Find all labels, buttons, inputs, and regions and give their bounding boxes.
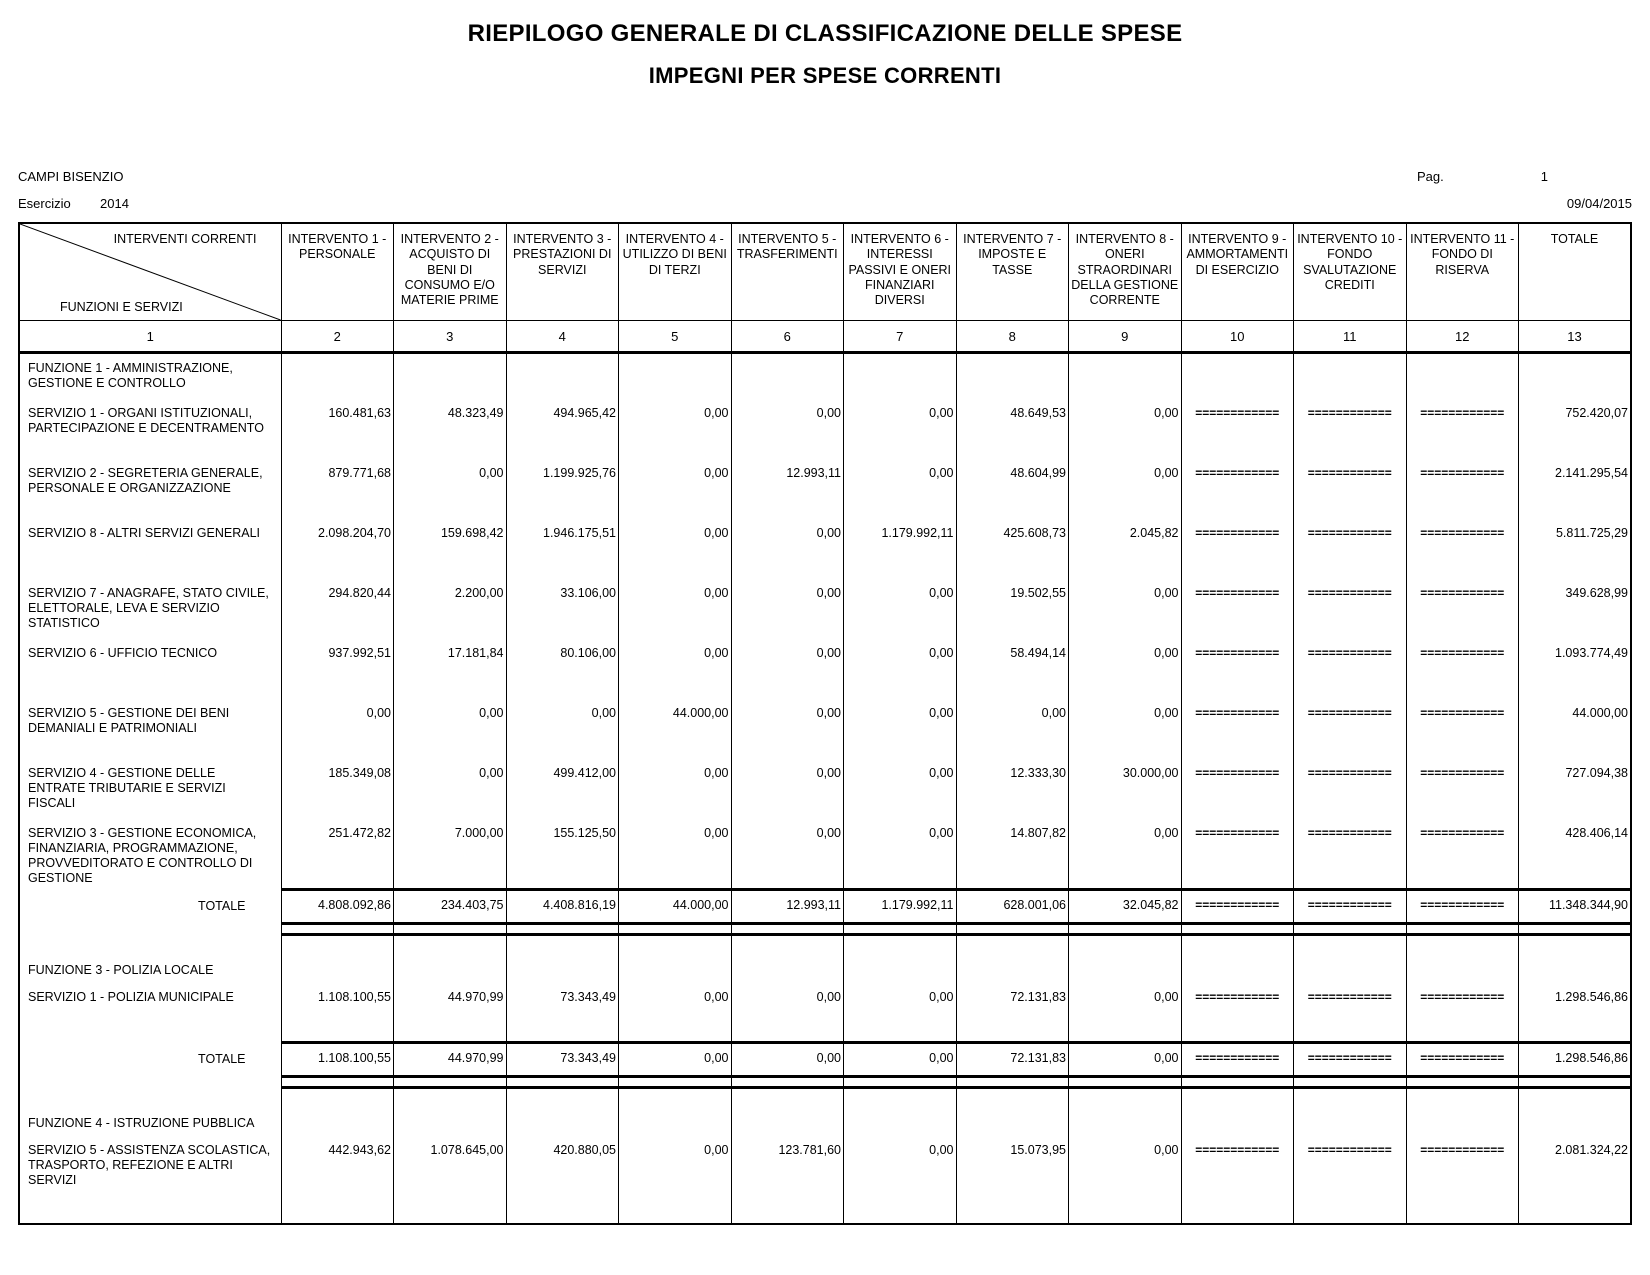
value-cell: 58.494,14	[956, 639, 1069, 699]
value-cell: 0,00	[731, 983, 844, 1043]
table-row-gap	[19, 924, 1631, 935]
column-number-7: 7	[844, 321, 957, 353]
spacer-cell	[1294, 924, 1407, 935]
value-cell: 0,00	[619, 519, 732, 579]
value-cell: 44.970,99	[394, 983, 507, 1043]
value-cell	[1406, 1088, 1519, 1136]
value-cell: 879.771,68	[281, 459, 394, 519]
column-number-2: 2	[281, 321, 394, 353]
value-cell	[281, 935, 394, 983]
value-cell	[1294, 1088, 1407, 1136]
row-total-cell: 428.406,14	[1519, 819, 1632, 890]
equals-cell: ============	[1294, 699, 1407, 759]
value-cell: 0,00	[619, 819, 732, 890]
municipality-name: CAMPI BISENZIO	[18, 169, 124, 184]
column-number-1: 1	[19, 321, 281, 353]
value-cell: 1.946.175,51	[506, 519, 619, 579]
value-cell: 14.807,82	[956, 819, 1069, 890]
table-row-totale	[19, 1043, 1631, 1077]
equals-cell: ============	[1294, 759, 1407, 819]
spese-correnti-table	[18, 222, 1632, 1225]
column-number-13: 13	[1519, 321, 1632, 353]
equals-cell: ============	[1181, 890, 1294, 924]
column-number-12: 12	[1406, 321, 1519, 353]
value-cell: 1.179.992,11	[844, 519, 957, 579]
value-cell: 30.000,00	[1069, 759, 1182, 819]
table-row-funzione	[19, 1088, 1631, 1136]
equals-cell: ============	[1406, 579, 1519, 639]
equals-cell: ============	[1181, 1136, 1294, 1224]
value-cell: 0,00	[1069, 459, 1182, 519]
value-cell: 44.970,99	[394, 1043, 507, 1077]
corner-label-funzioni: FUNZIONI E SERVIZI	[60, 300, 183, 314]
row-total-cell	[1519, 353, 1632, 399]
row-label: FUNZIONE 1 - AMMINISTRAZIONE, GESTIONE E CONTROLLO	[19, 353, 281, 399]
value-cell: 7.000,00	[394, 819, 507, 890]
value-cell: 17.181,84	[394, 639, 507, 699]
value-cell	[956, 1088, 1069, 1136]
table-row-servizio	[19, 399, 1631, 459]
value-cell: 0,00	[1069, 819, 1182, 890]
column-header-intervento-9: INTERVENTO 9 - AMMORTAMENTI DI ESERCIZIO	[1181, 223, 1294, 321]
print-date: 09/04/2015	[1566, 196, 1632, 211]
corner-header-cell	[19, 223, 281, 321]
value-cell: 2.045,82	[1069, 519, 1182, 579]
equals-cell: ============	[1294, 639, 1407, 699]
value-cell	[1181, 935, 1294, 983]
value-cell: 0,00	[1069, 699, 1182, 759]
table-row-gap	[19, 1077, 1631, 1088]
value-cell	[844, 935, 957, 983]
value-cell: 44.000,00	[619, 699, 732, 759]
table-row-servizio	[19, 819, 1631, 890]
equals-cell: ============	[1181, 699, 1294, 759]
spacer-cell	[1406, 924, 1519, 935]
row-label: SERVIZIO 2 - SEGRETERIA GENERALE, PERSONALE E ORGANIZZAZIONE	[19, 459, 281, 519]
value-cell	[394, 935, 507, 983]
value-cell: 0,00	[731, 639, 844, 699]
column-header-intervento-4: INTERVENTO 4 - UTILIZZO DI BENI DI TERZI	[619, 223, 732, 321]
table-row-servizio	[19, 759, 1631, 819]
value-cell: 4.408.816,19	[506, 890, 619, 924]
spacer-cell	[1519, 1077, 1632, 1088]
spacer-cell	[1519, 924, 1632, 935]
equals-cell: ============	[1181, 983, 1294, 1043]
value-cell: 0,00	[731, 399, 844, 459]
value-cell: 937.992,51	[281, 639, 394, 699]
row-total-cell: 2.081.324,22	[1519, 1136, 1632, 1224]
value-cell: 0,00	[731, 819, 844, 890]
value-cell	[731, 353, 844, 399]
value-cell: 0,00	[844, 699, 957, 759]
table-row-servizio	[19, 699, 1631, 759]
spacer-cell	[956, 1077, 1069, 1088]
equals-cell: ============	[1181, 819, 1294, 890]
spacer-cell	[1294, 1077, 1407, 1088]
row-total-cell: 349.628,99	[1519, 579, 1632, 639]
value-cell	[956, 935, 1069, 983]
value-cell	[1181, 353, 1294, 399]
equals-cell: ============	[1294, 459, 1407, 519]
value-cell: 0,00	[394, 699, 507, 759]
row-label: FUNZIONE 3 - POLIZIA LOCALE	[19, 935, 281, 983]
equals-cell: ============	[1406, 759, 1519, 819]
value-cell	[394, 353, 507, 399]
value-cell: 48.604,99	[956, 459, 1069, 519]
spacer-cell	[394, 924, 507, 935]
column-header-intervento-6: INTERVENTO 6 - INTERESSI PASSIVI E ONERI FINANZIARI DIVERSI	[844, 223, 957, 321]
row-label: SERVIZIO 3 - GESTIONE ECONOMICA, FINANZIARIA, PROGRAMMAZIONE, PROVVEDITORATO E CONTROLLO DI GESTIONE	[19, 819, 281, 890]
equals-cell: ============	[1181, 459, 1294, 519]
spacer-cell	[1069, 924, 1182, 935]
value-cell	[1294, 935, 1407, 983]
value-cell	[506, 1088, 619, 1136]
equals-cell: ============	[1406, 519, 1519, 579]
value-cell: 494.965,42	[506, 399, 619, 459]
value-cell: 0,00	[394, 759, 507, 819]
column-header-intervento-3: INTERVENTO 3 - PRESTAZIONI DI SERVIZI	[506, 223, 619, 321]
value-cell: 0,00	[844, 639, 957, 699]
row-total-cell: 44.000,00	[1519, 699, 1632, 759]
totale-label: TOTALE	[19, 1043, 281, 1077]
equals-cell: ============	[1181, 1043, 1294, 1077]
value-cell: 234.403,75	[394, 890, 507, 924]
value-cell: 628.001,06	[956, 890, 1069, 924]
spacer-cell	[281, 924, 394, 935]
value-cell: 185.349,08	[281, 759, 394, 819]
equals-cell: ============	[1181, 639, 1294, 699]
value-cell: 159.698,42	[394, 519, 507, 579]
equals-cell: ============	[1294, 1043, 1407, 1077]
value-cell	[731, 1088, 844, 1136]
row-label: SERVIZIO 1 - POLIZIA MUNICIPALE	[19, 983, 281, 1043]
spacer-cell	[506, 924, 619, 935]
row-label: SERVIZIO 1 - ORGANI ISTITUZIONALI, PARTECIPAZIONE E DECENTRAMENTO	[19, 399, 281, 459]
value-cell: 0,00	[1069, 579, 1182, 639]
value-cell: 0,00	[844, 983, 957, 1043]
row-label: SERVIZIO 5 - ASSISTENZA SCOLASTICA, TRASPORTO, REFEZIONE E ALTRI SERVIZI	[19, 1136, 281, 1224]
value-cell: 73.343,49	[506, 983, 619, 1043]
value-cell	[506, 935, 619, 983]
value-cell: 0,00	[1069, 1043, 1182, 1077]
value-cell: 420.880,05	[506, 1136, 619, 1224]
value-cell	[619, 935, 732, 983]
value-cell: 442.943,62	[281, 1136, 394, 1224]
row-label: SERVIZIO 8 - ALTRI SERVIZI GENERALI	[19, 519, 281, 579]
value-cell	[844, 353, 957, 399]
column-header-intervento-7: INTERVENTO 7 - IMPOSTE E TASSE	[956, 223, 1069, 321]
value-cell	[1181, 1088, 1294, 1136]
value-cell: 2.098.204,70	[281, 519, 394, 579]
table-header-row	[19, 223, 1631, 321]
spacer-cell	[1181, 1077, 1294, 1088]
value-cell: 499.412,00	[506, 759, 619, 819]
spacer-cell	[19, 924, 281, 935]
value-cell: 15.073,95	[956, 1136, 1069, 1224]
value-cell: 0,00	[619, 759, 732, 819]
table-row-servizio	[19, 519, 1631, 579]
equals-cell: ============	[1406, 459, 1519, 519]
value-cell: 1.199.925,76	[506, 459, 619, 519]
value-cell: 12.333,30	[956, 759, 1069, 819]
table-row-servizio	[19, 459, 1631, 519]
equals-cell: ============	[1181, 399, 1294, 459]
value-cell: 2.200,00	[394, 579, 507, 639]
column-number-3: 3	[394, 321, 507, 353]
spacer-cell	[731, 924, 844, 935]
value-cell	[1069, 353, 1182, 399]
table-row-funzione	[19, 353, 1631, 399]
value-cell: 294.820,44	[281, 579, 394, 639]
value-cell: 0,00	[619, 1136, 732, 1224]
table-row-servizio	[19, 579, 1631, 639]
value-cell: 72.131,83	[956, 1043, 1069, 1077]
column-number-6: 6	[731, 321, 844, 353]
equals-cell: ============	[1406, 819, 1519, 890]
row-total-cell	[1519, 935, 1632, 983]
value-cell	[1406, 935, 1519, 983]
value-cell: 0,00	[619, 639, 732, 699]
value-cell: 0,00	[619, 399, 732, 459]
value-cell: 12.993,11	[731, 459, 844, 519]
equals-cell: ============	[1181, 759, 1294, 819]
value-cell: 48.323,49	[394, 399, 507, 459]
value-cell: 0,00	[1069, 399, 1182, 459]
value-cell: 0,00	[506, 699, 619, 759]
row-total-cell: 11.348.344,90	[1519, 890, 1632, 924]
spacer-cell	[844, 924, 957, 935]
equals-cell: ============	[1406, 890, 1519, 924]
value-cell	[844, 1088, 957, 1136]
spacer-cell	[281, 1077, 394, 1088]
row-label: SERVIZIO 4 - GESTIONE DELLE ENTRATE TRIBUTARIE E SERVIZI FISCALI	[19, 759, 281, 819]
equals-cell: ============	[1406, 983, 1519, 1043]
equals-cell: ============	[1406, 639, 1519, 699]
value-cell	[731, 935, 844, 983]
spacer-cell	[1181, 924, 1294, 935]
column-header-intervento-10: INTERVENTO 10 - FONDO SVALUTAZIONE CREDITI	[1294, 223, 1407, 321]
value-cell: 0,00	[731, 1043, 844, 1077]
spacer-cell	[844, 1077, 957, 1088]
row-label: SERVIZIO 7 - ANAGRAFE, STATO CIVILE, ELETTORALE, LEVA E SERVIZIO STATISTICO	[19, 579, 281, 639]
value-cell: 0,00	[394, 459, 507, 519]
value-cell: 48.649,53	[956, 399, 1069, 459]
value-cell: 0,00	[844, 819, 957, 890]
totale-label: TOTALE	[19, 890, 281, 924]
value-cell	[956, 353, 1069, 399]
spacer-cell	[506, 1077, 619, 1088]
column-number-11: 11	[1294, 321, 1407, 353]
value-cell: 0,00	[1069, 983, 1182, 1043]
column-header-intervento-2: INTERVENTO 2 - ACQUISTO DI BENI DI CONSUMO E/O MATERIE PRIME	[394, 223, 507, 321]
value-cell: 251.472,82	[281, 819, 394, 890]
column-number-10: 10	[1181, 321, 1294, 353]
value-cell: 0,00	[281, 699, 394, 759]
page-subtitle: IMPEGNI PER SPESE CORRENTI	[648, 63, 1002, 88]
equals-cell: ============	[1181, 519, 1294, 579]
value-cell: 33.106,00	[506, 579, 619, 639]
value-cell: 0,00	[844, 1043, 957, 1077]
equals-cell: ============	[1406, 699, 1519, 759]
spacer-cell	[956, 924, 1069, 935]
value-cell: 0,00	[619, 983, 732, 1043]
column-header-intervento-1: INTERVENTO 1 - PERSONALE	[281, 223, 394, 321]
value-cell: 0,00	[844, 399, 957, 459]
value-cell	[1069, 1088, 1182, 1136]
value-cell: 1.078.645,00	[394, 1136, 507, 1224]
value-cell: 123.781,60	[731, 1136, 844, 1224]
value-cell	[281, 1088, 394, 1136]
value-cell	[1294, 353, 1407, 399]
column-header-totale: TOTALE	[1519, 223, 1632, 321]
row-total-cell: 1.298.546,86	[1519, 983, 1632, 1043]
spacer-cell	[619, 924, 732, 935]
equals-cell: ============	[1294, 579, 1407, 639]
page-label: Pag.	[1417, 169, 1444, 184]
value-cell: 0,00	[731, 699, 844, 759]
table-row-servizio	[19, 983, 1631, 1043]
value-cell: 80.106,00	[506, 639, 619, 699]
equals-cell: ============	[1294, 519, 1407, 579]
spacer-cell	[1406, 1077, 1519, 1088]
spacer-cell	[1069, 1077, 1182, 1088]
value-cell	[281, 353, 394, 399]
equals-cell: ============	[1181, 579, 1294, 639]
column-header-intervento-11: INTERVENTO 11 - FONDO DI RISERVA	[1406, 223, 1519, 321]
value-cell	[394, 1088, 507, 1136]
row-total-cell	[1519, 1088, 1632, 1136]
equals-cell: ============	[1294, 983, 1407, 1043]
equals-cell: ============	[1294, 890, 1407, 924]
value-cell: 0,00	[956, 699, 1069, 759]
page-number: 1	[1540, 169, 1548, 184]
value-cell	[619, 353, 732, 399]
row-total-cell: 2.141.295,54	[1519, 459, 1632, 519]
value-cell: 0,00	[1069, 1136, 1182, 1224]
page-title: RIEPILOGO GENERALE DI CLASSIFICAZIONE DELLE SPESE	[467, 20, 1183, 47]
equals-cell: ============	[1294, 1136, 1407, 1224]
column-number-9: 9	[1069, 321, 1182, 353]
value-cell	[506, 353, 619, 399]
value-cell: 12.993,11	[731, 890, 844, 924]
value-cell: 0,00	[619, 1043, 732, 1077]
column-header-intervento-5: INTERVENTO 5 - TRASFERIMENTI	[731, 223, 844, 321]
spacer-cell	[19, 1077, 281, 1088]
row-total-cell: 1.298.546,86	[1519, 1043, 1632, 1077]
esercizio-year: 2014	[100, 196, 129, 211]
esercizio-label: Esercizio	[18, 196, 71, 211]
value-cell: 0,00	[731, 579, 844, 639]
column-header-intervento-8: INTERVENTO 8 - ONERI STRAORDINARI DELLA GESTIONE CORRENTE	[1069, 223, 1182, 321]
value-cell: 0,00	[619, 579, 732, 639]
value-cell: 0,00	[844, 459, 957, 519]
value-cell	[1069, 935, 1182, 983]
equals-cell: ============	[1406, 1043, 1519, 1077]
value-cell: 425.608,73	[956, 519, 1069, 579]
spacer-cell	[731, 1077, 844, 1088]
equals-cell: ============	[1294, 399, 1407, 459]
table-row-servizio	[19, 639, 1631, 699]
spacer-cell	[619, 1077, 732, 1088]
value-cell: 72.131,83	[956, 983, 1069, 1043]
value-cell: 19.502,55	[956, 579, 1069, 639]
corner-label-interventi: INTERVENTI CORRENTI	[113, 232, 257, 246]
table-row-funzione	[19, 935, 1631, 983]
value-cell: 73.343,49	[506, 1043, 619, 1077]
row-label: SERVIZIO 5 - GESTIONE DEI BENI DEMANIALI E PATRIMONIALI	[19, 699, 281, 759]
value-cell: 0,00	[731, 759, 844, 819]
value-cell: 1.179.992,11	[844, 890, 957, 924]
value-cell: 0,00	[844, 759, 957, 819]
value-cell: 1.108.100,55	[281, 1043, 394, 1077]
column-number-row	[19, 321, 1631, 353]
value-cell: 0,00	[619, 459, 732, 519]
equals-cell: ============	[1406, 399, 1519, 459]
equals-cell: ============	[1294, 819, 1407, 890]
value-cell: 32.045,82	[1069, 890, 1182, 924]
spacer-cell	[394, 1077, 507, 1088]
column-number-4: 4	[506, 321, 619, 353]
value-cell: 160.481,63	[281, 399, 394, 459]
value-cell: 0,00	[1069, 639, 1182, 699]
value-cell: 0,00	[844, 579, 957, 639]
table-row-servizio	[19, 1136, 1631, 1224]
value-cell	[1406, 353, 1519, 399]
value-cell: 4.808.092,86	[281, 890, 394, 924]
row-total-cell: 5.811.725,29	[1519, 519, 1632, 579]
column-number-5: 5	[619, 321, 732, 353]
column-number-8: 8	[956, 321, 1069, 353]
row-total-cell: 1.093.774,49	[1519, 639, 1632, 699]
value-cell: 0,00	[731, 519, 844, 579]
row-total-cell: 752.420,07	[1519, 399, 1632, 459]
row-label: FUNZIONE 4 - ISTRUZIONE PUBBLICA	[19, 1088, 281, 1136]
value-cell: 0,00	[844, 1136, 957, 1224]
value-cell: 44.000,00	[619, 890, 732, 924]
value-cell	[619, 1088, 732, 1136]
equals-cell: ============	[1406, 1136, 1519, 1224]
value-cell: 1.108.100,55	[281, 983, 394, 1043]
table-row-totale	[19, 890, 1631, 924]
value-cell: 155.125,50	[506, 819, 619, 890]
row-label: SERVIZIO 6 - UFFICIO TECNICO	[19, 639, 281, 699]
row-total-cell: 727.094,38	[1519, 759, 1632, 819]
